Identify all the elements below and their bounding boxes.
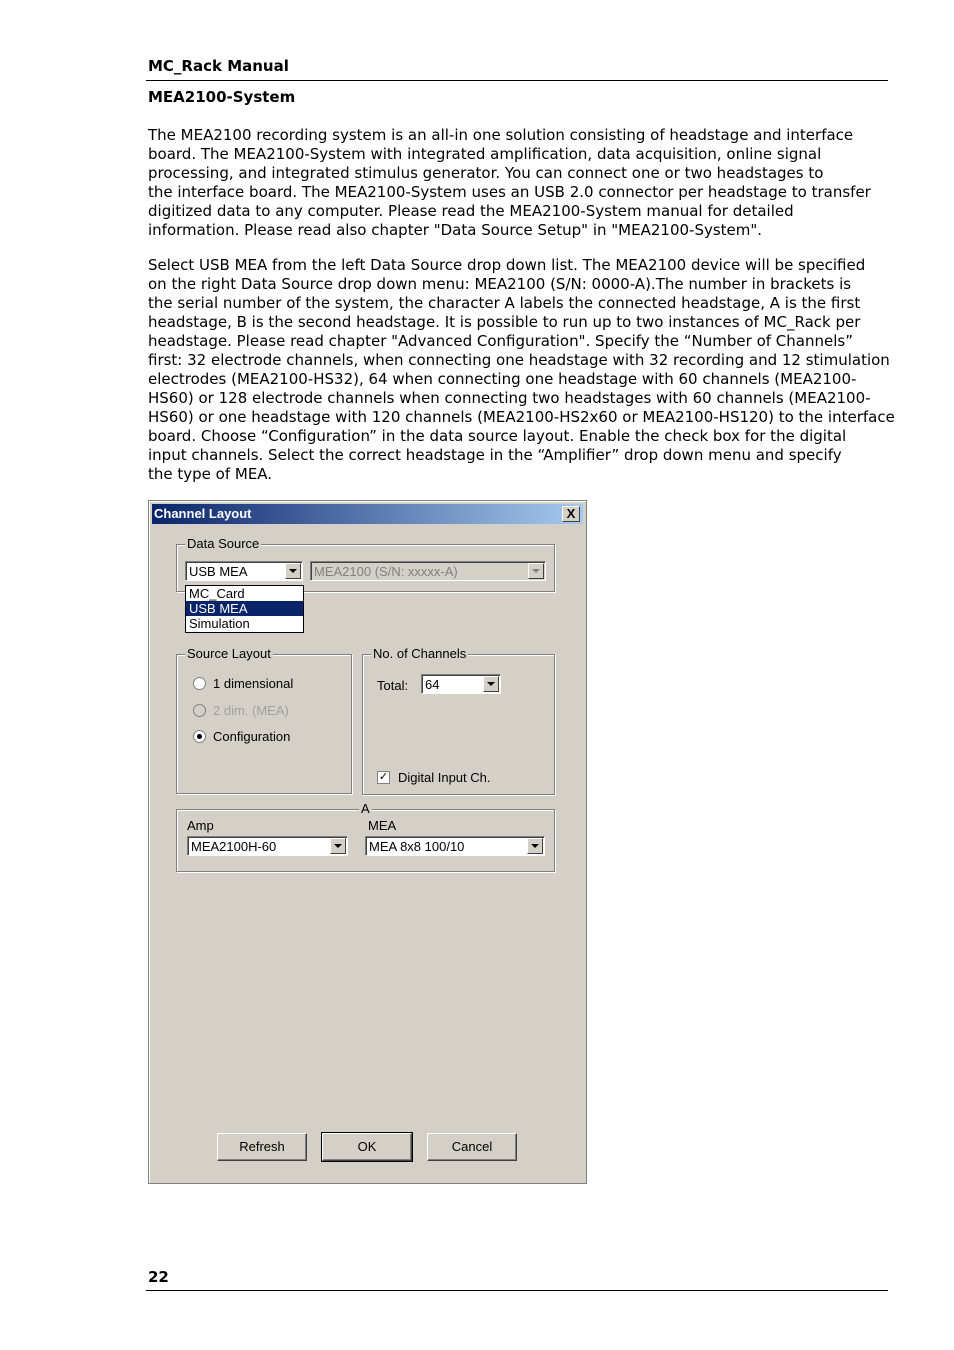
data-source-legend: Data Source [187,536,260,551]
radio-1-dimensional[interactable] [193,677,206,690]
paragraph-line: the type of MEA. [148,465,273,483]
refresh-button[interactable]: Refresh [217,1133,307,1161]
headstage-legend: A [361,801,370,816]
paragraph-line: digitized data to any computer. Please read the MEA2100-System manual for detailed [148,202,794,220]
paragraph-line: the interface board. The MEA2100-System uses an USB 2.0 connector per headstage to transfer [148,183,871,201]
mea-label: MEA [368,818,397,833]
header-rule [146,80,888,81]
mea-value: MEA 8x8 100/10 [369,839,465,854]
radio-configuration[interactable] [193,730,206,743]
data-source-select[interactable] [185,561,303,581]
digital-input-checkbox[interactable] [377,771,390,784]
paragraph-line: information. Please read also chapter "Data Source Setup" in "MEA2100-System". [148,221,763,239]
ok-button[interactable]: OK [322,1133,412,1161]
radio-configuration-label: Configuration [213,729,291,744]
chevron-down-icon[interactable] [483,676,499,692]
device-select [310,561,546,581]
total-channels-select[interactable] [421,674,501,694]
total-channels-value: 64 [425,677,440,692]
total-label: Total: [377,678,409,693]
dropdown-option-mc-card[interactable]: MC_Card [189,586,245,601]
paragraph-2 [148,256,895,484]
headstage-group [176,801,555,872]
paragraph-line: on the right Data Source drop down menu: MEA2100 (S/N: 0000-A).The number in brackets is [148,275,852,293]
channels-group [362,646,555,795]
paragraph-line: board. Choose “Configuration” in the data source layout. Enable the check box for the digital [148,427,847,445]
chevron-down-icon[interactable] [330,838,346,854]
dropdown-option-usb-mea[interactable]: USB MEA [186,601,303,616]
radio-2-dim-mea-label: 2 dim. (MEA) [213,703,289,718]
paragraph-line: headstage. Please read chapter "Advanced Configuration". Specify the “Number of Channels” [148,332,853,350]
chevron-down-icon [528,563,544,579]
source-layout-legend: Source Layout [187,646,271,661]
paragraph-line: HS60) or 128 electrode channels when connecting two headstages with 60 channels (MEA2100- [148,389,871,407]
amp-label: Amp [187,818,214,833]
channel-layout-dialog [148,500,587,1184]
close-icon: X [566,506,576,521]
section-title: MEA2100-System [148,88,296,106]
cancel-button[interactable]: Cancel [427,1133,517,1161]
paragraph-line: electrodes (MEA2100-HS32), 64 when connecting one headstage with 60 channels (MEA2100- [148,370,857,388]
digital-input-label: Digital Input Ch. [398,770,491,785]
paragraph-line: the serial number of the system, the character A labels the connected headstage, A is the first [148,294,861,312]
device-value: MEA2100 (S/N: xxxxx-A) [314,564,458,579]
data-source-dropdown-list[interactable] [185,585,304,633]
paragraph-1 [148,126,888,240]
mea-select[interactable] [365,836,545,856]
paragraph-line: HS60) or one headstage with 120 channels (MEA2100-HS2x60 or MEA2100-HS120) to the interface [148,408,895,426]
page-number: 22 [148,1268,169,1286]
amp-select[interactable] [187,836,348,856]
amp-value: MEA2100H-60 [191,839,277,854]
radio-1-dimensional-label: 1 dimensional [213,676,294,691]
source-layout-group [176,646,352,794]
paragraph-line: first: 32 electrode channels, when connecting one headstage with 32 recording and 12 stimulation [148,351,890,369]
paragraph-line: input channels. Select the correct headstage in the “Amplifier” drop down menu and specify [148,446,842,464]
chevron-down-icon[interactable] [527,838,543,854]
radio-2-dim-mea [193,704,206,717]
paragraph-line: processing, and integrated stimulus generator. You can connect one or two headstages to [148,164,824,182]
paragraph-line: Select USB MEA from the left Data Source drop down list. The MEA2100 device will be specified [148,256,866,274]
chevron-down-icon[interactable] [285,563,301,579]
channels-legend: No. of Channels [373,646,467,661]
paragraph-line: The MEA2100 recording system is an all-in one solution consisting of headstage and interface [148,126,854,144]
paragraph-line: board. The MEA2100-System with integrated amplification, data acquisition, online signal [148,145,822,163]
check-icon: ✓ [378,771,389,783]
dialog-titlebar [152,504,583,524]
dropdown-option-simulation[interactable]: Simulation [189,616,250,631]
footer-rule [146,1290,888,1291]
dialog-title: Channel Layout [154,506,252,521]
header-title: MC_Rack Manual [148,57,289,75]
data-source-value: USB MEA [189,564,248,579]
paragraph-line: headstage, B is the second headstage. It is possible to run up to two instances of MC_Rack per [148,313,861,331]
close-button[interactable] [562,506,580,522]
